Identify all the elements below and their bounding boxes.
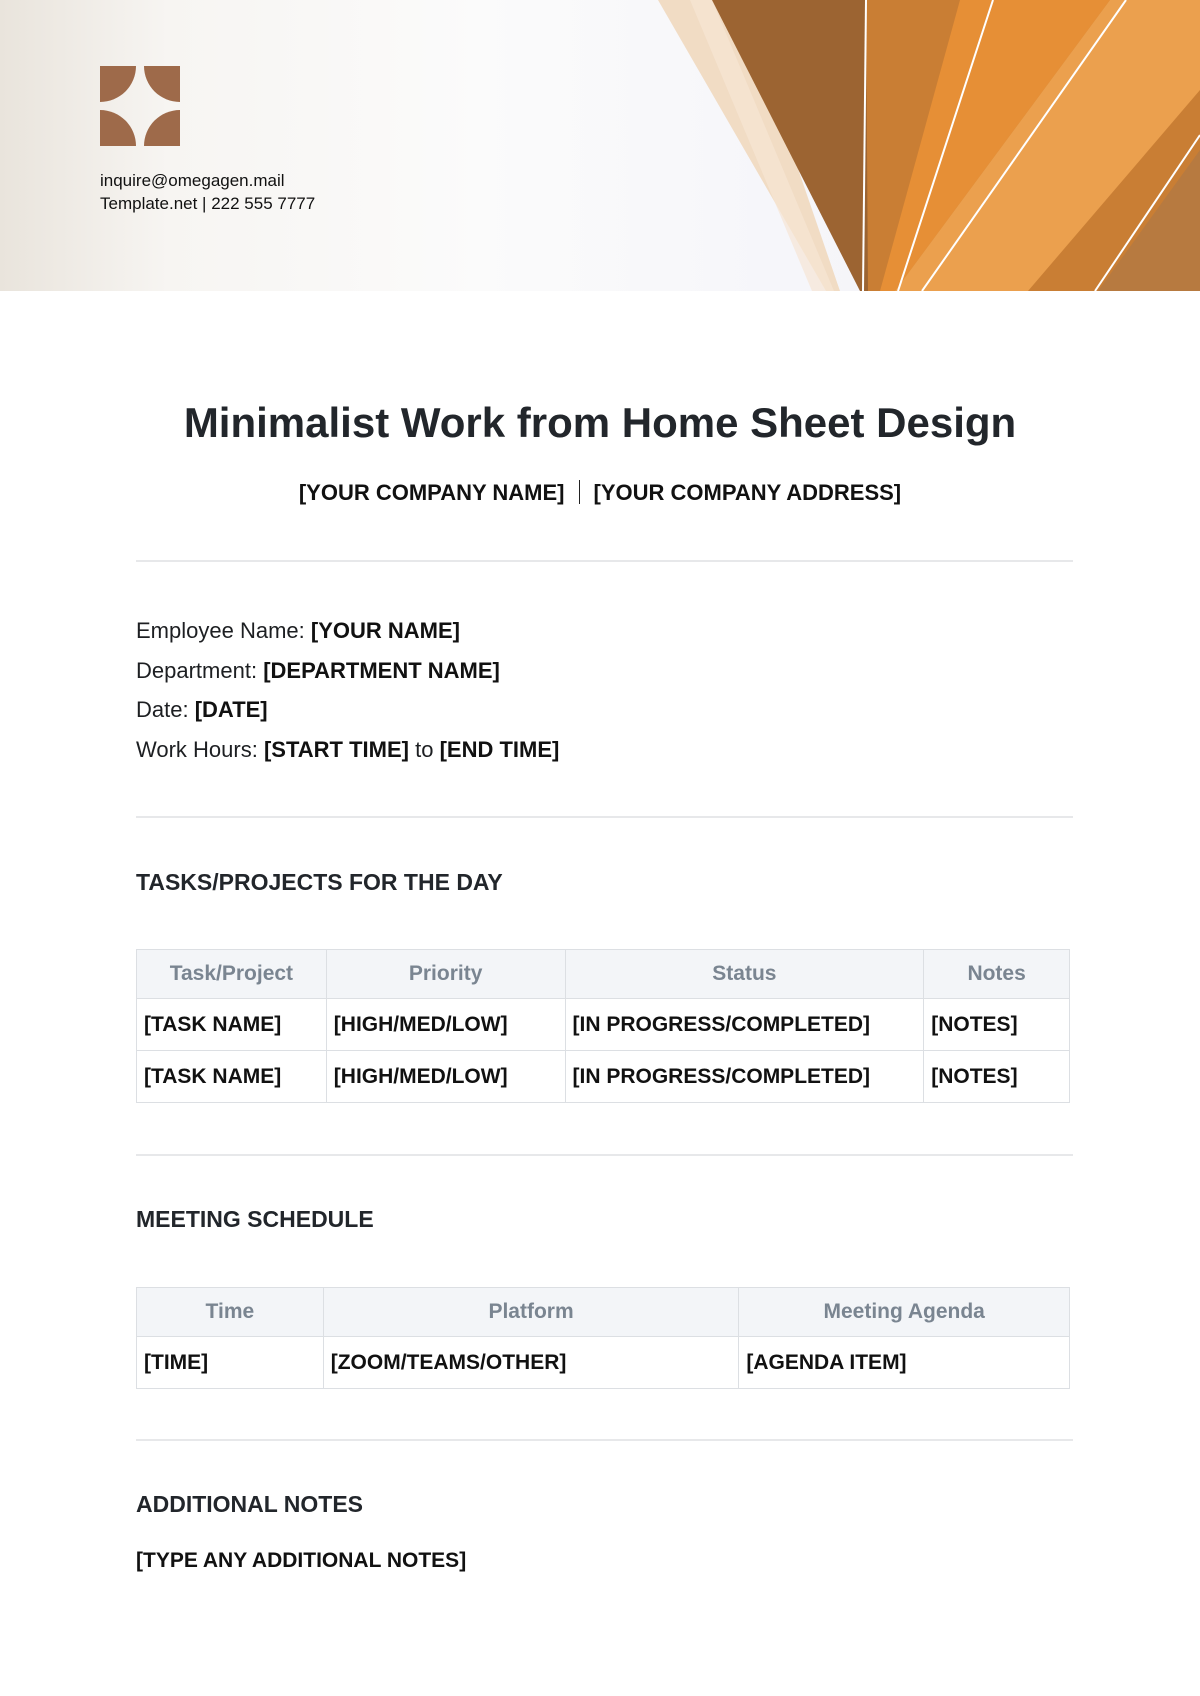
column-header-status: Status (565, 950, 924, 999)
company-address: [YOUR COMPANY ADDRESS] (593, 480, 902, 505)
column-header-agenda: Meeting Agenda (739, 1288, 1070, 1337)
priority-cell: [HIGH/MED/LOW] (326, 1051, 565, 1103)
priority-cell: [HIGH/MED/LOW] (326, 999, 565, 1051)
column-header-task: Task/Project (137, 950, 327, 999)
meetings-heading: MEETING SCHEDULE (136, 1206, 374, 1232)
status-cell: [IN PROGRESS/COMPLETED] (565, 1051, 924, 1103)
work-hours-to: to (415, 736, 434, 762)
column-header-platform: Platform (323, 1288, 739, 1337)
department-value: [DEPARTMENT NAME] (263, 657, 500, 683)
work-hours-label: Work Hours: (136, 736, 258, 762)
date-row (136, 697, 559, 737)
employee-name-label: Employee Name: (136, 618, 305, 643)
notes-cell: [NOTES] (924, 1051, 1070, 1103)
date-value: [DATE] (194, 697, 268, 722)
contact-website-phone: Template.net | 222 555 7777 (100, 194, 316, 213)
department-label: Department: (136, 657, 258, 683)
company-logo-icon (100, 66, 180, 146)
contact-email: inquire@omegagen.mail (100, 171, 285, 190)
platform-cell: [ZOOM/TEAMS/OTHER] (323, 1337, 739, 1389)
company-line (0, 480, 1200, 506)
header-banner (0, 0, 1200, 291)
column-header-priority: Priority (326, 950, 565, 999)
status-cell: [IN PROGRESS/COMPLETED] (565, 999, 924, 1051)
notes-text: [TYPE ANY ADDITIONAL NOTES] (136, 1549, 467, 1572)
employee-name-value: [YOUR NAME] (310, 618, 460, 643)
tasks-heading: TASKS/PROJECTS FOR THE DAY (136, 869, 503, 895)
date-label: Date: (136, 697, 189, 722)
table-row (137, 1337, 1070, 1389)
notes-cell: [NOTES] (924, 999, 1070, 1051)
notes-heading: ADDITIONAL NOTES (136, 1491, 364, 1517)
department-row (136, 658, 559, 698)
company-divider (579, 480, 580, 504)
divider (136, 1439, 1073, 1441)
table-row (137, 999, 1070, 1051)
time-cell: [TIME] (137, 1337, 324, 1389)
column-header-time: Time (137, 1288, 324, 1337)
employee-name-row (136, 618, 559, 658)
page-title: Minimalist Work from Home Sheet Design (183, 399, 1017, 446)
divider (136, 816, 1073, 818)
divider (136, 1154, 1073, 1156)
column-header-notes: Notes (924, 950, 1070, 999)
meetings-table (136, 1287, 1070, 1389)
company-name: [YOUR COMPANY NAME] (298, 480, 565, 505)
work-hours-end: [END TIME] (439, 736, 560, 762)
task-cell: [TASK NAME] (137, 1051, 327, 1103)
contact-info (100, 169, 315, 215)
decorative-stripes (0, 0, 1200, 291)
employee-info (136, 618, 559, 776)
task-cell: [TASK NAME] (137, 999, 327, 1051)
tasks-header-row (137, 950, 1070, 999)
work-hours-row (136, 737, 559, 777)
work-hours-start: [START TIME] (263, 736, 409, 762)
meetings-header-row (137, 1288, 1070, 1337)
table-row (137, 1051, 1070, 1103)
agenda-cell: [AGENDA ITEM] (739, 1337, 1070, 1389)
divider (136, 560, 1073, 562)
tasks-table (136, 949, 1070, 1103)
